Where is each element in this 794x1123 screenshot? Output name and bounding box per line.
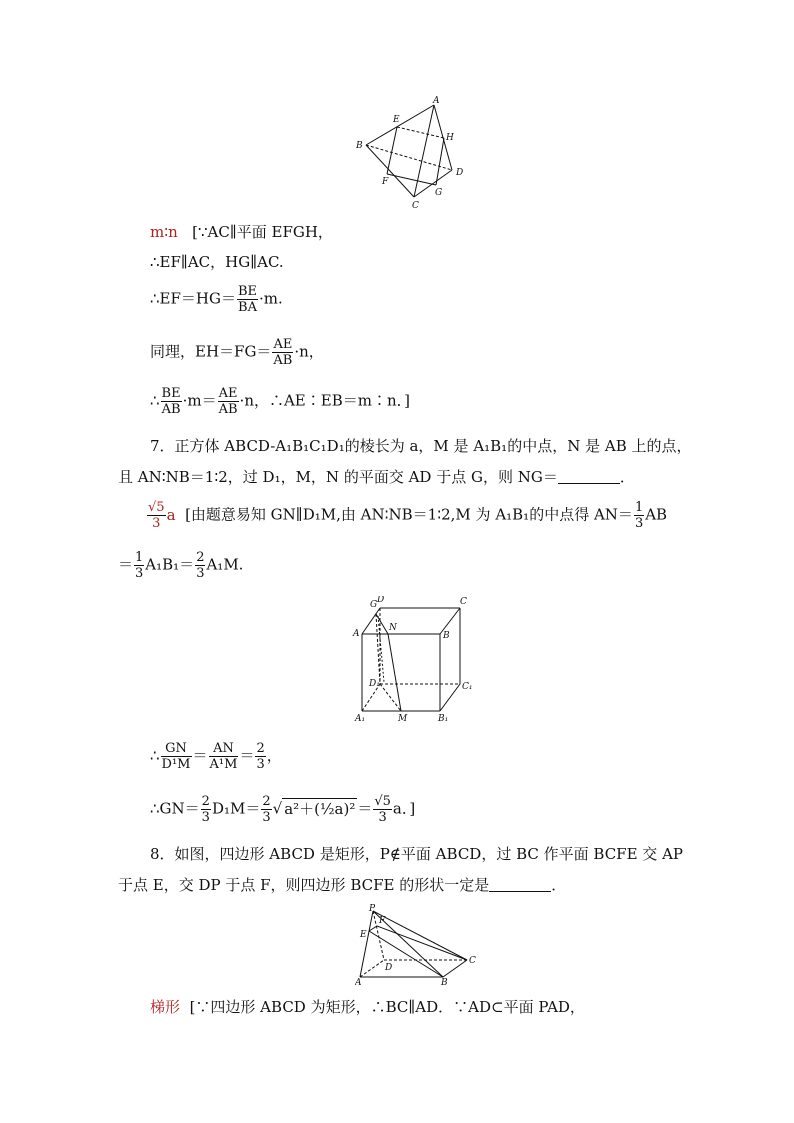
label-P: P (369, 904, 376, 914)
s6-text1: [∵AC∥平面 EFGH， (192, 223, 333, 241)
q8-answer: 梯形 (150, 998, 181, 1016)
label-B: B (441, 978, 448, 987)
label-D: D (377, 596, 385, 605)
label-F: F (382, 177, 389, 187)
label-F: F (379, 916, 386, 926)
s6-line3: ∴EF＝HG＝ $\frac{BE}{BA}$ ·m. (150, 284, 283, 315)
label-G: G (370, 600, 378, 610)
q7-solution-line2: ＝ $\frac{1}{3}$ A₁B₁＝ $\frac{2}{3}$ A₁M. (118, 550, 244, 581)
q8-solution-text: [∵四边形 ABCD 为矩形，∴BC∥AD．∵AD⊂平面 PAD， (189, 998, 585, 1016)
label-D1: D₁ (369, 679, 380, 689)
q7-eq2: ∴GN＝ $\frac{2}{3}$ D₁M＝ $\frac{2}{3}$ √ a²＋(½a)² ＝ $\frac{√5}{3}$ a．] (150, 794, 416, 825)
label-N: N (389, 623, 397, 633)
label-B1: B₁ (438, 714, 449, 724)
q8-answer-blank (489, 877, 551, 892)
s6-line4: 同理，EH＝FG＝ $\frac{AE}{AB}$ ·n， (150, 337, 324, 368)
label-H: H (446, 133, 454, 143)
s6-line2: ∴EF∥AC，HG∥AC. (150, 253, 284, 271)
label-E: E (360, 930, 367, 940)
s6-answer: m∶n (150, 223, 178, 241)
s6-line5: ∴ $\frac{BE}{AB}$ ·m＝ $\frac{AE}{AB}$ ·n，∴AE∶EB＝m∶n．] (150, 386, 410, 417)
cube-figure (350, 596, 480, 724)
q7-line2: 且 AN∶NB＝1∶2，过 D₁，M，N 的平面交 AD 于点 G，则 NG＝ ． (118, 468, 635, 486)
label-A: A (355, 978, 362, 987)
label-A: A (433, 96, 440, 106)
q7-answer-blank (558, 469, 620, 484)
label-C: C (412, 201, 419, 211)
label-A: A (353, 629, 360, 639)
q7-line1: 7．正方体 ABCD-A₁B₁C₁D₁的棱长为 a，M 是 A₁B₁的中点，N 是 AB 上的点， (150, 437, 692, 455)
q7-solution-line1: $\frac{√5}{3}$ a [由题意易知 GN∥D₁M,由 AN∶NB＝1∶2,M 为 A₁B₁的中点得 AN＝ $\frac{1}{3}$ AB (148, 500, 668, 531)
label-B: B (356, 141, 363, 151)
q8-line1: 8．如图，四边形 ABCD 是矩形，P∉平面 ABCD，过 BC 作平面 BCFE 交 AP (150, 845, 684, 863)
label-M: M (398, 714, 408, 724)
label-A1: A₁ (355, 714, 366, 724)
label-C: C (469, 956, 476, 966)
label-D: D (456, 168, 464, 178)
label-E: E (393, 115, 400, 125)
q7-eq1: ∴ $\frac{GN}{\text{D¹M}}$ ＝ $\frac{AN}{\text{A¹M}}$ ＝ $\frac{2}{3}$ ， (150, 741, 282, 772)
q8-line2: 于点 E，交 DP 于点 F，则四边形 BCFE 的形状一定是 ． (118, 876, 567, 894)
label-G: G (435, 188, 443, 198)
s6-line1 (150, 222, 333, 242)
q8-solution (150, 997, 585, 1017)
label-C: C (460, 597, 467, 607)
pyramid-figure (355, 903, 485, 987)
tetrahedron-figure (352, 95, 472, 213)
label-C1: C₁ (462, 682, 473, 692)
label-B: B (443, 631, 450, 641)
label-D: D (385, 963, 393, 973)
